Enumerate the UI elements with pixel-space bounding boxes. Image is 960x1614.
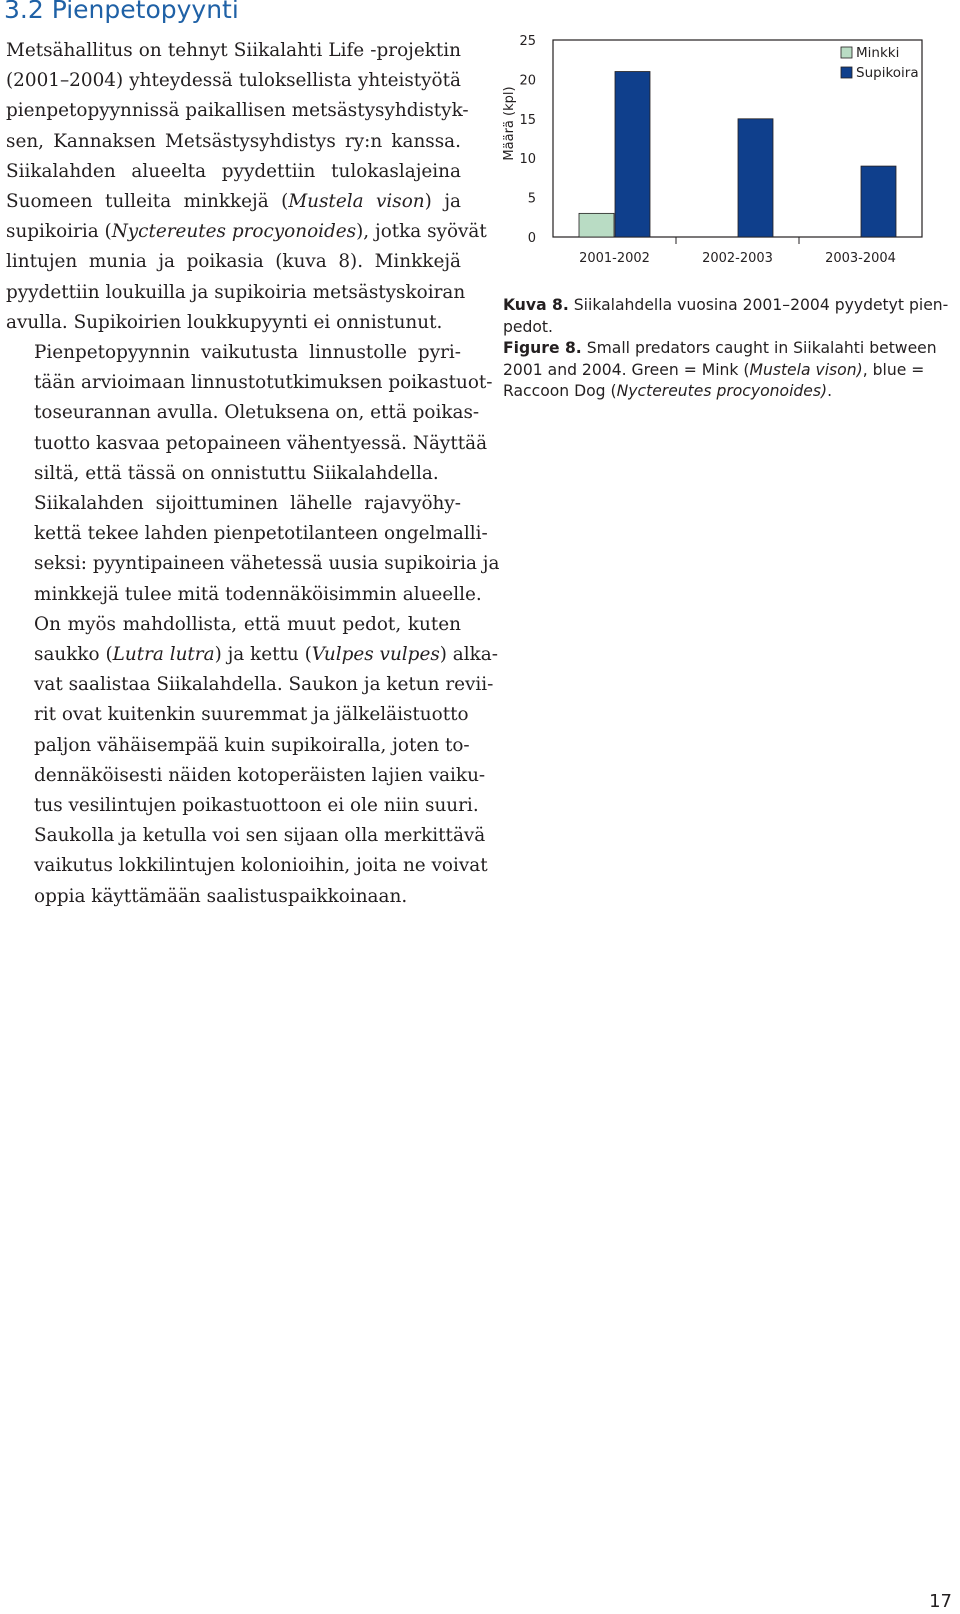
caption-en-part: Small predators caught in Siikalahti between 2001 and 2004. Green = Mink (: [503, 339, 937, 379]
paragraph: [6, 36, 487, 338]
text-line: [6, 761, 486, 791]
text-line: [6, 308, 461, 338]
paragraph: [6, 489, 500, 912]
text-line: [6, 96, 469, 126]
x-tick-label: 2002-2003: [702, 251, 773, 266]
caption-english: [503, 338, 958, 403]
text-line: [6, 610, 461, 640]
text-line: [6, 217, 487, 247]
bar-supikoira: [861, 166, 896, 237]
y-tick-label: 10: [519, 152, 536, 168]
caption-fi-text: Siikalahdella vuosina 2001–2004 pyydetyt pien- pedot.: [503, 296, 949, 336]
text-segment: On myös mahdollista, että muut pedot, kuten: [34, 613, 461, 635]
caption-en-italic: Mustela vison): [749, 360, 863, 379]
x-tick-label: 2003-2004: [825, 251, 896, 266]
text-line: [6, 278, 466, 308]
text-line: [6, 247, 461, 277]
text-segment: oppia käyttämään saalistuspaikkoinaan.: [34, 885, 408, 907]
text-segment: ) ja: [424, 191, 461, 213]
text-line: [6, 731, 470, 761]
italic-species-name: Vulpes vulpes: [311, 644, 440, 666]
italic-species-name: Lutra lutra: [112, 644, 215, 666]
caption-finnish: [503, 295, 958, 338]
text-segment: dennäköisesti näiden kotoperäisten lajien vaiku-: [34, 764, 486, 786]
bar-supikoira: [738, 119, 773, 237]
legend-swatch: [841, 67, 852, 78]
text-line: [6, 398, 480, 428]
text-line: [6, 670, 494, 700]
text-line: [6, 368, 493, 398]
caption-en-part: .: [827, 382, 833, 401]
text-segment: lintujen munia ja poikasia (kuva 8). Minkkejä: [6, 251, 461, 273]
y-tick-label: 5: [527, 191, 536, 207]
text-segment: vaikutus lokkilintujen kolonioihin, joita ne voivat: [34, 855, 488, 877]
caption-en-label: Figure 8.: [503, 339, 582, 358]
text-segment: paljon vähäisempää kuin supikoiralla, joten to-: [34, 734, 470, 756]
text-line: [6, 489, 461, 519]
x-tick-label: 2001-2002: [579, 251, 650, 266]
text-line: [6, 519, 488, 549]
text-line: [6, 66, 461, 96]
text-segment: Saukolla ja ketulla voi sen sijaan olla merkittävä: [34, 825, 486, 847]
text-line: [6, 36, 461, 66]
text-segment: kettä tekee lahden pienpetotilanteen ongelmalli-: [34, 523, 488, 545]
text-line: [6, 187, 461, 217]
text-segment: pyydettiin loukuilla ja supikoiria metsästyskoiran: [6, 281, 466, 303]
y-axis-label: Määrä (kpl): [502, 86, 517, 161]
y-tick-label: 15: [519, 112, 536, 128]
text-line: [6, 700, 469, 730]
italic-species-name: Mustela vison: [288, 191, 425, 213]
text-segment: sen, Kannaksen Metsästysyhdistys ry:n kanssa.: [6, 130, 461, 152]
text-line: [6, 580, 482, 610]
text-segment: rit ovat kuitenkin suuremmat ja jälkeläistuotto: [34, 704, 469, 726]
text-segment: (2001–2004) yhteydessä tuloksellista yhteistyötä: [6, 70, 461, 92]
legend-label: Supikoira: [856, 65, 919, 81]
text-line: [6, 821, 486, 851]
text-line: [6, 338, 461, 368]
text-segment: Metsähallitus on tehnyt Siikalahti Life -projektin: [6, 40, 461, 61]
bar-chart: [500, 22, 958, 282]
y-tick-label: 0: [527, 231, 536, 246]
text-line: [6, 851, 488, 881]
caption-en-italic: Nyctereutes procyonoides): [616, 382, 828, 401]
italic-species-name: Nyctereutes procyonoides: [111, 221, 357, 243]
bar-supikoira: [615, 72, 650, 237]
text-line: [6, 157, 461, 187]
text-segment: ) alka-: [439, 644, 498, 666]
section-heading: 3.2 Pienpetopyynti: [4, 0, 239, 24]
text-segment: saukko (: [34, 644, 113, 666]
text-segment: ) ja kettu (: [214, 644, 312, 666]
text-line: [6, 127, 461, 157]
text-segment: siltä, että tässä on onnistuttu Siikalahdella.: [34, 462, 439, 484]
text-segment: minkkejä tulee mitä todennäköisimmin alueelle.: [34, 583, 482, 605]
text-line: [6, 429, 488, 459]
text-segment: tus vesilintujen poikastuottoon ei ole niin suuri.: [34, 795, 479, 817]
text-line: [6, 791, 479, 821]
text-segment: pienpetopyynnissä paikallisen metsästysyhdistyk-: [6, 100, 469, 122]
text-segment: Pienpetopyynnin vaikutusta linnustolle pyri-: [34, 342, 461, 364]
text-segment: seksi: pyyntipaineen vähetessä uusia supikoiria ja: [34, 553, 500, 575]
body-text: [6, 36, 500, 912]
y-tick-label: 20: [519, 73, 536, 89]
figure-caption: [503, 295, 958, 403]
text-segment: Siikalahden sijoittuminen lähelle rajavyöhy-: [34, 493, 461, 515]
text-segment: tuotto kasvaa petopaineen vähentyessä. Näyttää: [34, 432, 488, 454]
legend-swatch: [841, 47, 852, 58]
text-segment: Suomeen tulleita minkkejä (: [6, 191, 289, 213]
text-segment: avulla. Supikoirien loukkupyynti ei onnistunut.: [6, 311, 443, 333]
text-segment: supikoiria (: [6, 221, 112, 243]
bar-minkki: [579, 213, 614, 237]
text-segment: tään arvioimaan linnustotutkimuksen poikastuot-: [34, 372, 493, 394]
caption-en-part: , blue = Raccoon Dog (: [503, 360, 925, 401]
page-number: 17: [929, 1591, 952, 1612]
text-segment: ), jotka syövät: [356, 221, 487, 243]
text-line: [6, 549, 500, 579]
text-segment: vat saalistaa Siikalahdella. Saukon ja ketun revii-: [34, 674, 494, 696]
text-line: [6, 640, 498, 670]
text-line: [6, 882, 461, 912]
text-segment: Siikalahden alueelta pyydettiin tulokaslajeina: [6, 160, 461, 182]
bar-chart-svg: [500, 22, 958, 282]
y-tick-label: 25: [519, 34, 536, 49]
paragraph: [6, 338, 493, 489]
caption-fi-label: Kuva 8.: [503, 296, 569, 314]
legend-label: Minkki: [856, 45, 900, 61]
text-line: [6, 459, 461, 489]
text-segment: toseurannan avulla. Oletuksena on, että poikas-: [34, 402, 480, 424]
